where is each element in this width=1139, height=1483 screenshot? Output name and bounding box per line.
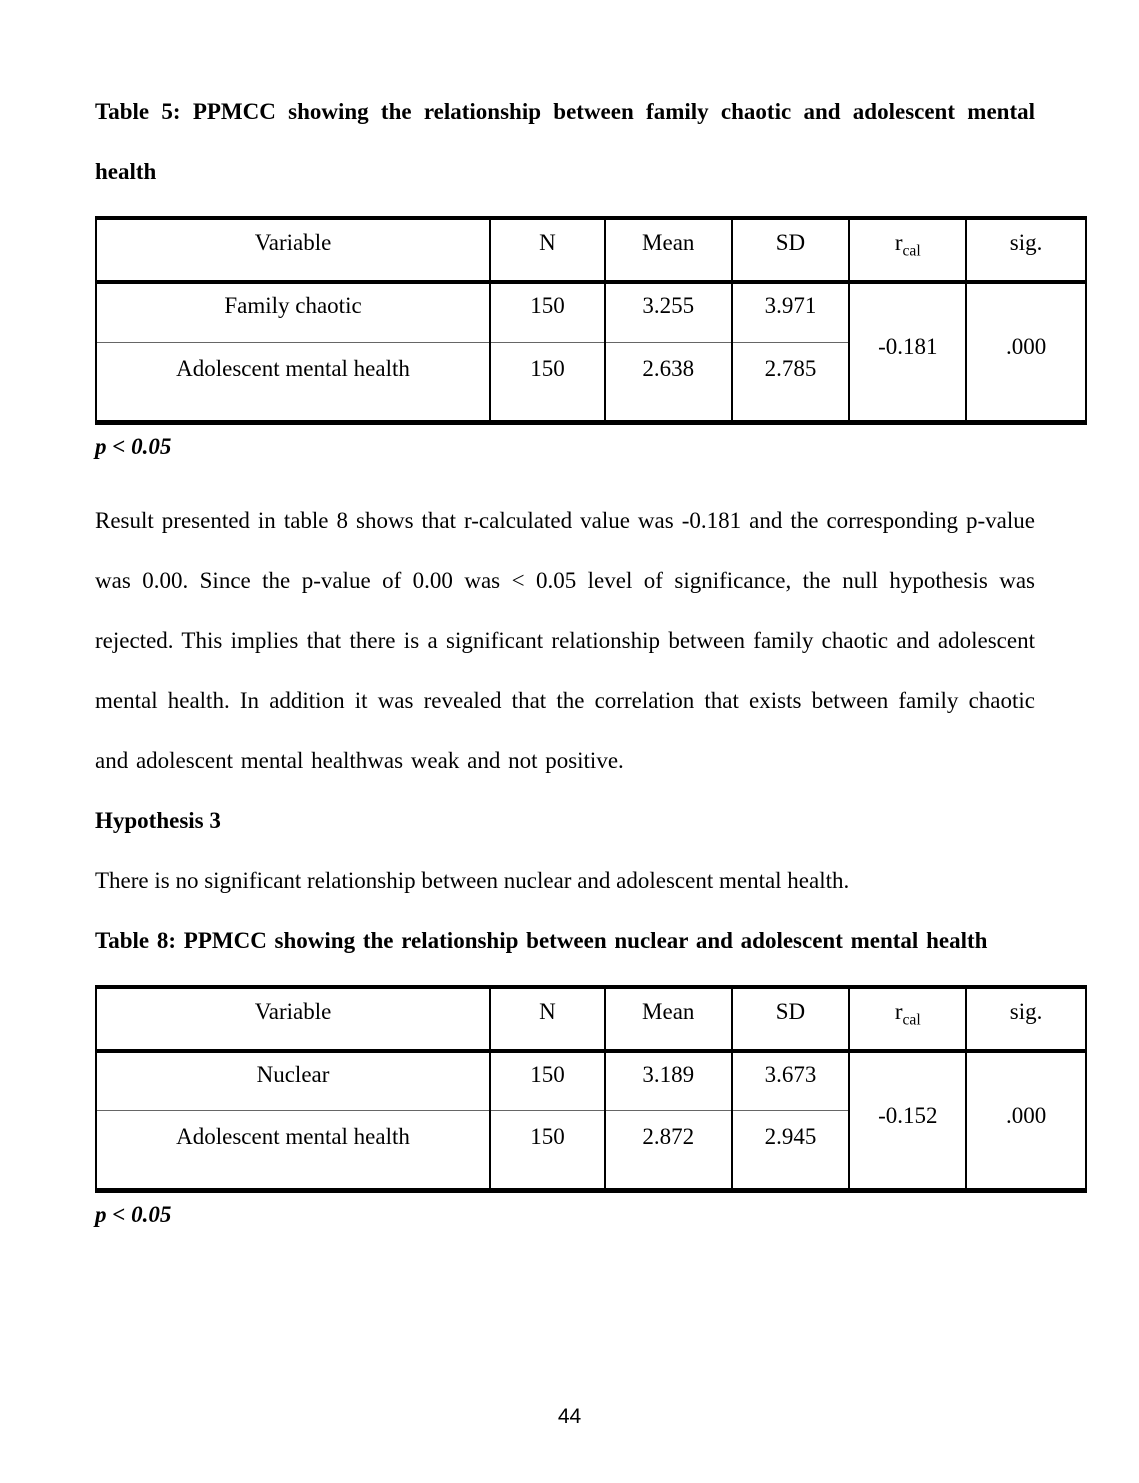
cell-rcal-value: -0.181 (849, 282, 966, 422)
cell-sd: 2.785 (732, 342, 850, 422)
cell-sig-value: .000 (966, 1051, 1086, 1191)
table8-header-sig: sig. (966, 987, 1086, 1051)
table-8 (95, 985, 1087, 1194)
cell-variable: Adolescent mental health (96, 1111, 490, 1191)
page-number: 44 (557, 1405, 582, 1428)
table5-header-sd: SD (732, 218, 850, 282)
cell-n: 150 (490, 1051, 605, 1111)
cell-mean: 2.638 (605, 342, 732, 422)
cell-n: 150 (490, 342, 605, 422)
cell-rcal-value: -0.152 (849, 1051, 966, 1191)
cell-sig-value: .000 (966, 282, 1086, 422)
cell-sd: 3.971 (732, 282, 850, 342)
cell-variable: Adolescent mental health (96, 342, 490, 422)
cell-mean: 2.872 (605, 1111, 732, 1191)
cell-mean: 3.189 (605, 1051, 732, 1111)
table8-header-variable: Variable (96, 987, 490, 1051)
cell-variable: Family chaotic (96, 282, 490, 342)
cell-n: 150 (490, 282, 605, 342)
table5-significance-note: p < 0.05 (95, 433, 172, 459)
rcal-base: r (894, 230, 903, 255)
table5-header-variable: Variable (96, 218, 490, 282)
table8-header-sd: SD (732, 987, 850, 1051)
table5-header-sig: sig. (966, 218, 1086, 282)
rcal-subscript: cal (902, 242, 921, 260)
table5-caption: Table 5: PPMCC showing the relationship between family chaotic and adolescent mental health (95, 99, 1035, 184)
table5-header-mean: Mean (605, 218, 732, 282)
table5-header-row (96, 218, 1086, 282)
hypothesis3-statement: There is no significant relationship between nuclear and adolescent mental health. (95, 867, 850, 893)
table5-header-rcal (849, 218, 966, 282)
table-5 (95, 216, 1087, 425)
table8-caption: Table 8: PPMCC showing the relationship between nuclear and adolescent mental health (95, 927, 988, 953)
table8-significance-note: p < 0.05 (95, 1202, 172, 1227)
result-paragraph: Result presented in table 8 shows that r-calculated value was -0.181 and the corresponding p-value was 0.00. Since the p-value of 0.00 was < 0.05 level of significance, the null hypothesis was rejected. This implies that there is a significant relationship between family chaotic and adolescent mental health. In addition it was revealed that the correlation that exists between family chaotic and adolescent mental healthwas weak and not positive. (95, 507, 1035, 773)
rcal-subscript: cal (902, 1011, 921, 1029)
cell-sd: 2.945 (732, 1111, 850, 1191)
table5-header-n: N (490, 218, 605, 282)
cell-n: 150 (490, 1111, 605, 1191)
rcal-base: r (894, 998, 903, 1024)
cell-variable: Nuclear (96, 1051, 490, 1111)
cell-mean: 3.255 (605, 282, 732, 342)
table8-header-row (96, 987, 1086, 1051)
cell-sd: 3.673 (732, 1051, 850, 1111)
table8-row-nuclear (96, 1051, 1086, 1111)
table8-header-n: N (490, 987, 605, 1051)
table5-row-family-chaotic (96, 282, 1086, 342)
table8-header-rcal (849, 987, 966, 1051)
hypothesis3-heading: Hypothesis 3 (95, 807, 221, 833)
table8-header-mean: Mean (605, 987, 732, 1051)
